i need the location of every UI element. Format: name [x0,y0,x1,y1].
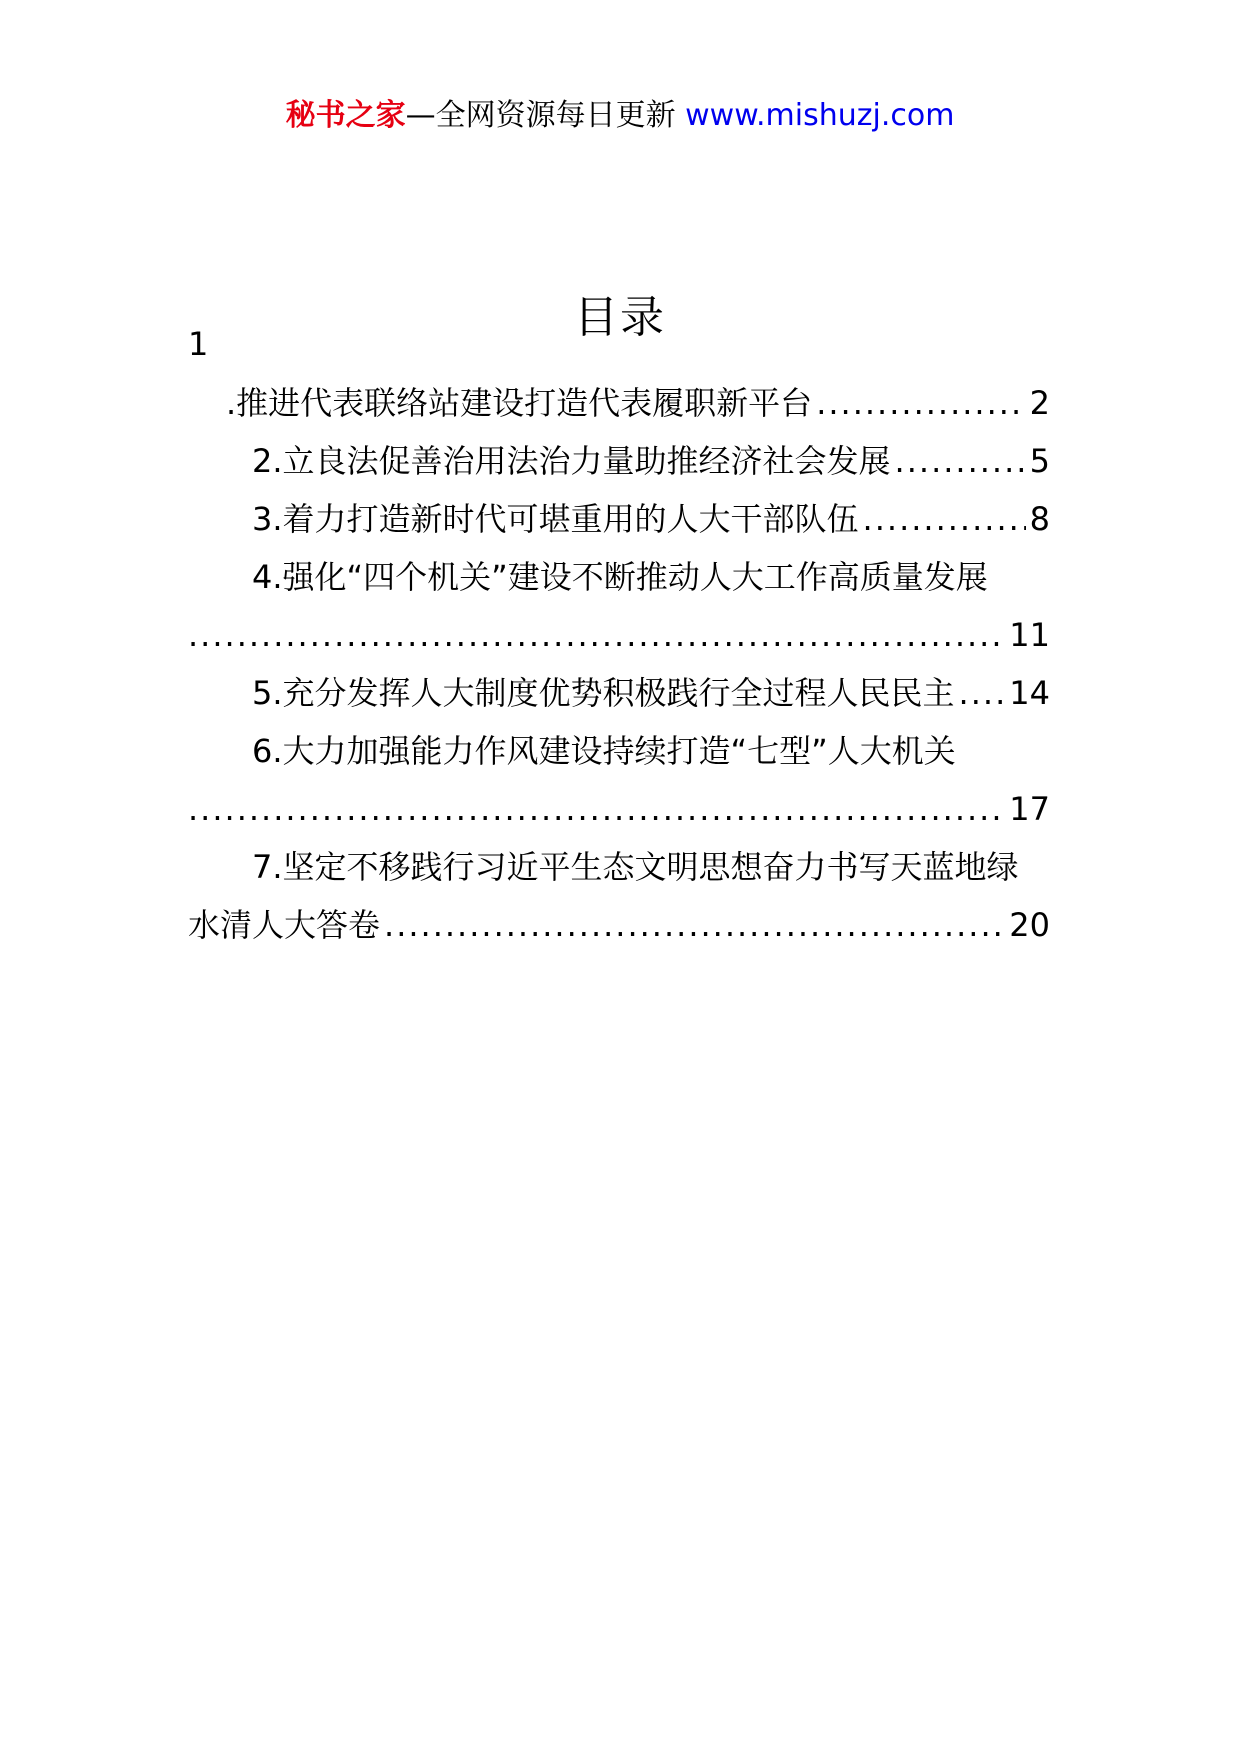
toc-entry-7[interactable] [188,846,1050,888]
toc-page-number: 17 [1009,790,1050,828]
leader-dots [816,382,1025,424]
toc-stray-number [188,323,1050,365]
toc-entry-4-leader[interactable] [188,614,1050,656]
toc-page-number: 14 [1009,674,1050,712]
toc-page-number: 2 [1029,384,1050,422]
brand-name: 秘书之家 [285,98,406,133]
toc-entry-2[interactable] [188,440,1050,482]
toc-entry-title: 4.强化“四个机关”建设不断推动人大工作高质量发展 [252,558,988,596]
leader-dots [863,498,1026,540]
toc-entry-4[interactable] [188,556,1050,598]
toc-entry-5[interactable] [188,672,1050,714]
toc-number-text: 1 [188,325,209,363]
toc-page-number: 11 [1009,616,1050,654]
header-slogan: 全网资源每日更新 [435,98,686,133]
leader-dots [384,904,1005,946]
leader-dots [959,672,1006,714]
toc-entry-title: 5.充分发挥人大制度优势积极践行全过程人民民主 [252,674,955,712]
toc-entry-title: 7.坚定不移践行习近平生态文明思想奋力书写天蓝地绿 [252,848,1019,886]
toc-page-number: 8 [1029,500,1050,538]
site-url-link[interactable]: www.mishuzj.com [685,98,955,133]
toc-page-number: 5 [1029,442,1050,480]
toc-entry-1[interactable] [188,382,1050,424]
toc-entry-continuation: 水清人大答卷 [188,906,381,944]
toc-entry-7-continuation[interactable] [188,904,1050,946]
leader-dots [895,440,1026,482]
site-header [0,96,1240,136]
toc-entry-title: .推进代表联络站建设打造代表履职新平台 [226,384,813,422]
toc-entry-title: 6.大力加强能力作风建设持续打造“七型”人大机关 [252,732,956,770]
toc-entry-6-leader[interactable] [188,788,1050,830]
toc-entry-title: 3.着力打造新时代可堪重用的人大干部队伍 [252,500,859,538]
leader-dots [188,788,1005,830]
toc-page-number: 20 [1009,906,1050,944]
header-dash: — [405,98,436,133]
toc-entry-title: 2.立良法促善治用法治力量助推经济社会发展 [252,442,891,480]
leader-dots [188,614,1005,656]
toc-entry-6[interactable] [188,730,1050,772]
toc-entry-3[interactable] [188,498,1050,540]
page-title: 目录 [574,292,666,343]
